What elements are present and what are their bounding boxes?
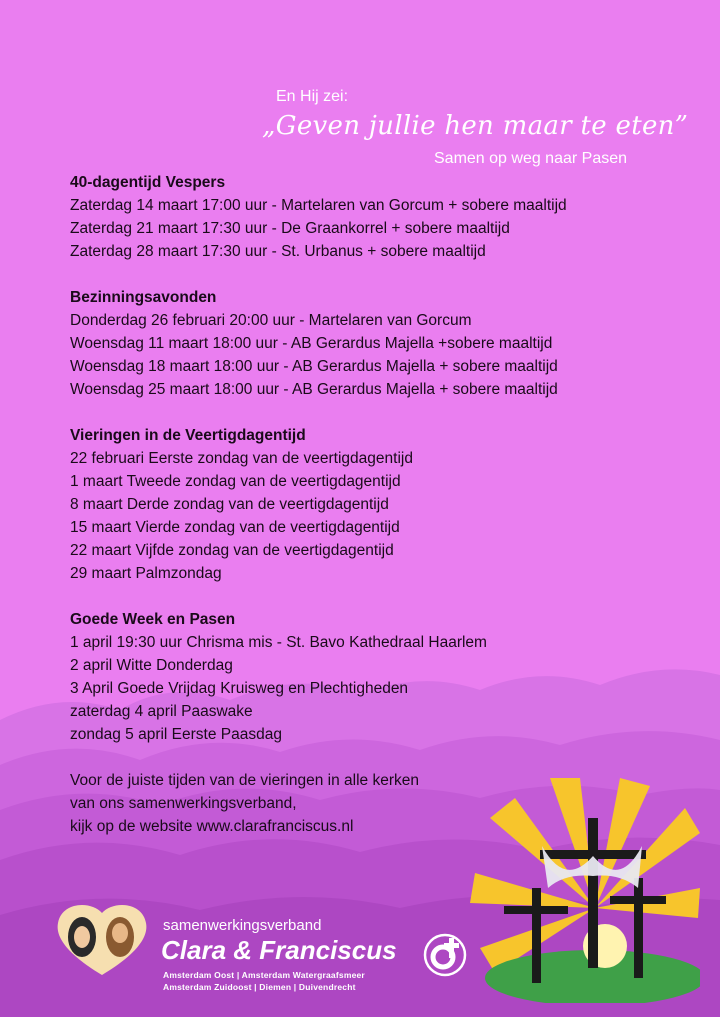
section-title: Goede Week en Pasen <box>70 611 236 628</box>
schedule-line: 8 maart Derde zondag van de veertigdagentijd <box>70 496 389 513</box>
schedule <box>70 171 670 838</box>
brand-locations-line: Amsterdam Zuidoost | Diemen | Duivendrecht <box>163 982 356 992</box>
note-line: van ons samenwerkingsverband, <box>70 795 297 812</box>
schedule-line: 15 maart Vierde zondag van de veertigdagentijd <box>70 519 400 536</box>
saints-portrait-icon <box>52 903 152 977</box>
schedule-line: Zaterdag 14 maart 17:00 uur - Martelaren van Gorcum + sobere maaltijd <box>70 197 567 214</box>
section-vespers <box>70 171 670 263</box>
section-title: 40-dagentijd Vespers <box>70 174 226 191</box>
brand-locations <box>163 969 365 993</box>
schedule-line: 3 April Goede Vrijdag Kruisweg en Plechtigheden <box>70 680 409 697</box>
schedule-line: Zaterdag 28 maart 17:30 uur - St. Urbanus + sobere maaltijd <box>70 243 486 260</box>
schedule-line: 1 april 19:30 uur Chrisma mis - St. Bavo Kathedraal Haarlem <box>70 634 487 651</box>
section-goede-week <box>70 608 670 746</box>
schedule-line: 2 april Witte Donderdag <box>70 657 233 674</box>
schedule-line: Woensdag 25 maart 18:00 uur - AB Gerardus Majella + sobere maaltijd <box>70 381 558 398</box>
schedule-line: 22 februari Eerste zondag van de veertigdagentijd <box>70 450 413 467</box>
schedule-line: 22 maart Vijfde zondag van de veertigdagentijd <box>70 542 394 559</box>
schedule-line: zaterdag 4 april Paaswake <box>70 703 253 720</box>
brand-locations-line: Amsterdam Oost | Amsterdam Watergraafsmeer <box>163 970 365 980</box>
svd-logo-icon <box>422 932 468 978</box>
three-crosses-icon <box>470 778 700 1003</box>
note-line: Voor de juiste tijden van de vieringen in alle kerken <box>70 772 419 789</box>
header-subtitle: Samen op weg naar Pasen <box>434 150 628 167</box>
schedule-line: Woensdag 18 maart 18:00 uur - AB Gerardus Majella + sobere maaltijd <box>70 358 558 375</box>
schedule-line: Zaterdag 21 maart 17:30 uur - De Graankorrel + sobere maaltijd <box>70 220 510 237</box>
schedule-line: Donderdag 26 februari 20:00 uur - Martelaren van Gorcum <box>70 312 472 329</box>
section-bezinningsavonden <box>70 286 670 401</box>
note-line: kijk op de website www.clarafranciscus.nl <box>70 818 354 835</box>
schedule-line: zondag 5 april Eerste Paasdag <box>70 726 282 743</box>
brand-name: Clara & Franciscus <box>161 935 397 965</box>
section-title: Vieringen in de Veertigdagentijd <box>70 427 306 444</box>
schedule-line: 1 maart Tweede zondag van de veertigdagentijd <box>70 473 401 490</box>
section-vieringen <box>70 424 670 585</box>
brand-tagline: samenwerkingsverband <box>163 917 322 934</box>
schedule-line: 29 maart Palmzondag <box>70 565 222 582</box>
header-intro: En Hij zei: <box>276 88 349 105</box>
schedule-line: Woensdag 11 maart 18:00 uur - AB Gerardus Majella +sobere maaltijd <box>70 335 553 352</box>
header-quote: „Geven jullie hen maar te eten” <box>262 111 689 141</box>
section-title: Bezinningsavonden <box>70 289 217 306</box>
